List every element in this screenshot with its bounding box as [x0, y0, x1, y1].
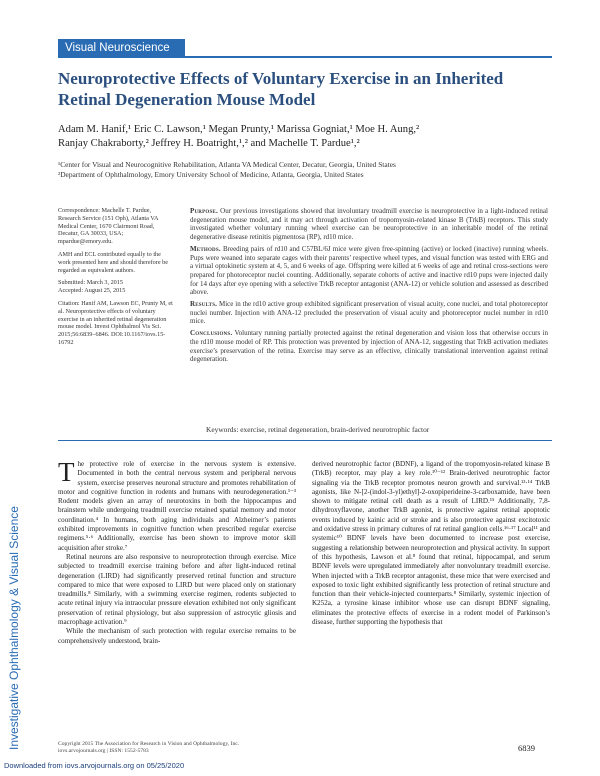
- issn-line: iovs.arvojournals.org | ISSN: 1552-5783: [58, 748, 149, 754]
- abstract-purpose: [190, 207, 548, 242]
- body-text: he protective role of exercise in the nervous system is extensive. Documented in both the central nervous system and peripheral nervous system, exercise preserves neuronal structure and promotes rehabilitation of motor and cognitive function in rodents and humans with neurodegeneration.¹⁻³ Rodent models given an array of neurotoxins in both the hippocampus and brainstem while undergoing treadmill exercise retained spatial memory and motor coordination.⁴ In humans, both aging individuals and Alzheimer’s patients exhibited improvements in cognitive function when prescribed regular exercise regimens.⁵·⁶ Additionally, exercise has been shown to improve motor skill acquisition after stroke.⁷: [58, 460, 296, 552]
- section-tag: Visual Neuroscience: [58, 39, 185, 57]
- article-info-sidebar: [58, 207, 174, 352]
- author-list: [58, 123, 538, 151]
- page-number: 6839: [518, 743, 535, 753]
- abstract-text: Our previous investigations showed that involuntary treadmill exercise is neuroprotective in a light-induced retinal degeneration mouse model, and it may act through activation of tropomyosin-related kinase B (TrkB) receptors. This study investigated whether voluntary running wheel exercise can be neuroprotective in an inheritable model of the retinal degenerative disease retinitis pigmentosa (RP), rd10 mice.: [190, 207, 548, 242]
- copyright-footer: [58, 741, 438, 755]
- abstract-text: Voluntary running partially protected against the retinal degeneration and vision loss that otherwise occurs in the rd10 mouse model of RP. This protection was prevented by injection of ANA-12, suggesting that TrkB activation mediates exercise’s preservation of the retina. Exercise may serve as an effective, clinically translational intervention against retinal degeneration.: [190, 329, 548, 364]
- affiliation: ²Department of Ophthalmology, Emory University School of Medicine, Atlanta, Georgia, United States: [58, 170, 364, 179]
- body-column-left: [58, 457, 296, 646]
- download-note[interactable]: Downloaded from iovs.arvojournals.org on 05/25/2020: [4, 761, 185, 770]
- abstract: [190, 207, 548, 367]
- drop-cap: T: [58, 457, 75, 487]
- accepted-date: Accepted: August 25, 2015: [58, 287, 126, 295]
- section-divider: [58, 56, 552, 58]
- affiliations: [58, 160, 538, 180]
- body-paragraph: While the mechanism of such protection with regular exercise remains to be comprehensively understood, brain-: [58, 627, 296, 645]
- copyright-line: Copyright 2015 The Association for Research in Vision and Ophthalmology, Inc.: [58, 741, 240, 747]
- abstract-label: Methods.: [190, 244, 221, 253]
- keywords-divider: [58, 440, 552, 441]
- equal-contribution-note: AMH and ECL contributed equally to the work presented here and should therefore be regarded as equivalent authors.: [58, 250, 168, 274]
- author-line: Ranjay Chakraborty,² Jeffrey H. Boatright,¹,² and Machelle T. Pardue¹,²: [58, 138, 360, 149]
- abstract-label: Results.: [190, 300, 218, 309]
- abstract-conclusions: [190, 329, 548, 364]
- keywords: Keywords: exercise, retinal degeneration, brain-derived neurotrophic factor: [206, 425, 430, 434]
- abstract-methods: [190, 245, 548, 297]
- affiliation: ¹Center for Visual and Neurocognitive Rehabilitation, Atlanta VA Medical Center, Decatur, Georgia, United States: [58, 160, 396, 169]
- abstract-results: [190, 300, 548, 326]
- body-paragraph: Retinal neurons are also responsive to neuroprotection through exercise. Mice subjected to treadmill exercise training before and after light-induced retinal degeneration (LIRD) had significantly preserved retinal function and structure compared to mice that were exposed to LIRD but were placed only on stationary treadmills.⁸ Similarly, with a swimming exercise regimen, rodents subjected to acute retinal injury via intraocular pressure elevation exhibited not only significant preservation of retinal physiology, but also suppression of astrocytic gliosis and macrophage activation.⁹: [58, 552, 296, 627]
- citation: Citation: Hanif AM, Lawson EC, Prunty M, et al. Neuroprotective effects of voluntary exercise in an inherited retinal degeneration mouse model. Invest Ophthalmol Vis Sci. 2015;56:6839–6846. DOI:10.1167/iovs.15-16792: [58, 299, 173, 346]
- abstract-text: Breeding pairs of rd10 and C57BL/6J mice were given free-spinning (active) or locked (inactive) running wheels. Pups were weaned into separate cages with their parents’ respective wheel types, and visual function was tested with ERG and a virtual optokinetic system at 4, 5, and 6 weeks of age. Offspring were killed at 6 weeks of age and retinal cross-sections were prepared for photoreceptor nuclei counting. Additionally, separate cohorts of active and inactive rd10 pups were injected daily for 14 days after eye opening with a selective TrkB receptor antagonist (ANA-12) or vehicle solution and assessed as described above.: [190, 244, 548, 297]
- article-title: Neuroprotective Effects of Voluntary Exercise in an Inherited Retinal Degeneration Mouse Model: [58, 69, 504, 109]
- abstract-text: Mice in the rd10 active group exhibited significant preservation of visual acuity, cone nuclei, and total photoreceptor nuclei number. Injection with ANA-12 precluded the preservation of visual acuity and photoreceptor nuclei number in rd10 mice.: [190, 300, 549, 326]
- journal-side-label: [6, 460, 22, 750]
- body-column-right: [312, 460, 550, 627]
- abstract-label: Conclusions.: [190, 329, 233, 338]
- author-line: Adam M. Hanif,¹ Eric C. Lawson,¹ Megan Prunty,¹ Marissa Gogniat,¹ Moe H. Aung,²: [58, 124, 420, 135]
- journal-name: Investigative Ophthalmology & Visual Science: [7, 506, 21, 750]
- abstract-label: Purpose.: [190, 207, 218, 215]
- body-paragraph: derived neurotrophic factor (BDNF), a ligand of the tropomyosin-related kinase B (TrkB) receptor, may play a key role.¹⁰⁻¹² Brain-derived neurotrophic factor signaling via the TrkB receptor promotes neuron growth and survival.¹³·¹⁴ TrkB agonists, like N-[2-(indol-3-yl)ethyl]-2-oxopiperideine-3-carboxamide, have been shown to mitigate retinal cell death as a result of LIRD.¹⁵ Additionally, 7,8-dihydroxyflavone, another TrkB agonist, is protective against retinal apoptotic events induced by kainic acid or stroke and is also protective against excitotoxic and oxidative stress in primary cultures of rat retinal ganglion cells.¹⁶·¹⁷ Local¹¹ and systemic¹⁰ BDNF levels have been documented to increase post exercise, suggesting a relationship between neuroprotection and physical activity. In support of this hypothesis, Lawson et al.⁸ found that retinal, hippocampal, and serum BDNF levels were upregulated immediately after nonvoluntary treadmill exercise. When injected with a TrkB receptor antagonist, these mice that were exercised and exposed to toxic light exhibited significantly less protection of retinal structure and function than their vehicle-injected counterparts.⁸ Similarly, systemic injection of K252a, a tyrosine kinase inhibitor whose use can disrupt BDNF signaling, eliminates the protective effects of exercise in a rodent model of Parkinson’s disease, further supporting the hypothesis that: [312, 460, 550, 627]
- body-paragraph: [58, 457, 296, 553]
- submitted-date: Submitted: March 3, 2015: [58, 279, 123, 287]
- correspondence: Correspondence: Machelle T. Pardue, Research Service (151 Oph), Atlanta VA Medical Center, 1670 Clairmont Road, Decatur, GA 30033, USA; mpardue@emory.edu.: [58, 207, 159, 246]
